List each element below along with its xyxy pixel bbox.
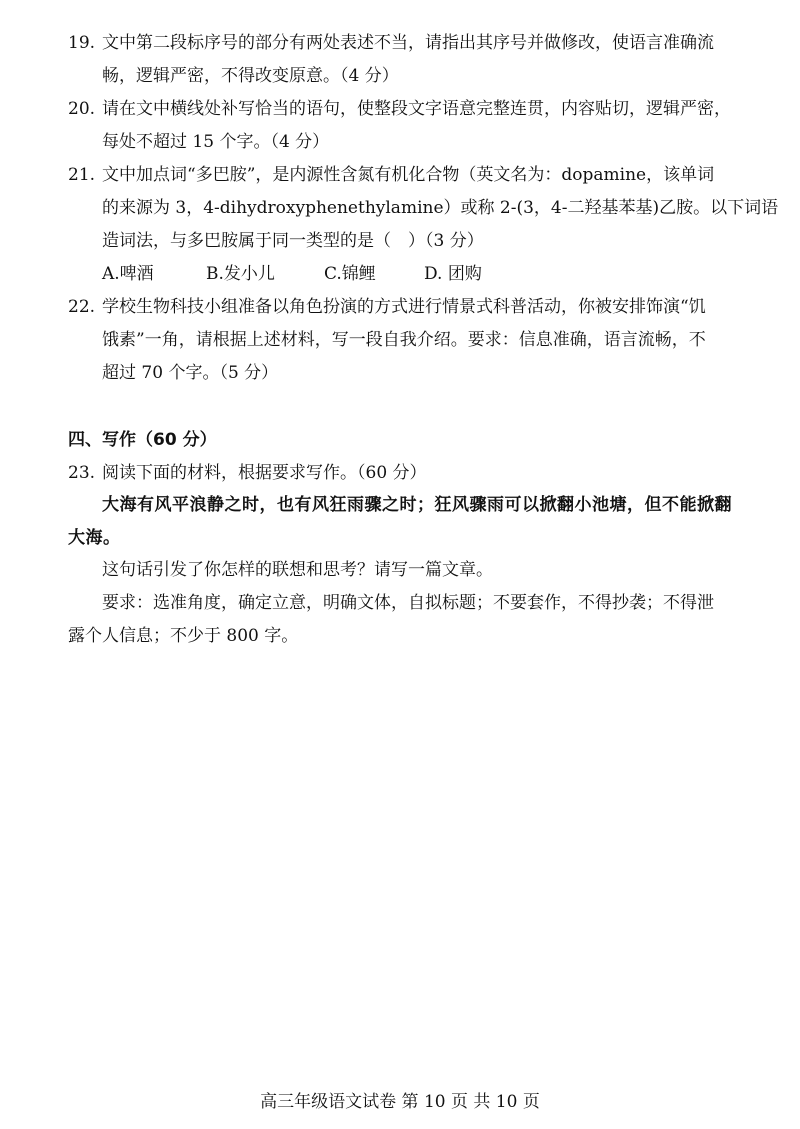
question-22-text-1: 学校生物科技小组准备以角色扮演的方式进行情景式科普活动，你被安排饰演“饥 [102, 297, 706, 317]
option-c: C.锦鲤 [324, 264, 376, 284]
question-23-prompt: 阅读下面的材料，根据要求写作。（60 分） [102, 463, 427, 483]
question-21-line-1 [68, 164, 714, 186]
question-19-number: 19. [68, 33, 96, 53]
question-23-line-1 [68, 462, 427, 484]
option-b: B.发小儿 [206, 264, 275, 284]
option-d: D. 团购 [424, 264, 482, 284]
question-20-line-2: 每处不超过 15 个字。（4 分） [102, 132, 330, 152]
question-21-text-1: 文中加点词“多巴胺”，是内源性含氮有机化合物（英文名为：dopamine，该单词 [102, 165, 715, 185]
question-19-text-1: 文中第二段标序号的部分有两处表述不当，请指出其序号并做修改，使语言准确流 [102, 33, 714, 53]
question-21-number: 21. [68, 165, 96, 185]
question-21-line-3: 造词法，与多巴胺属于同一类型的是（ ）（3 分） [102, 231, 484, 251]
question-22-line-3: 超过 70 个字。（5 分） [102, 363, 279, 383]
question-20-line-1 [68, 98, 731, 120]
question-21-options [102, 263, 482, 285]
question-22-line-2: 饿素”一角，请根据上述材料，写一段自我介绍。要求：信息准确，语言流畅，不 [102, 330, 706, 350]
question-19-line-1 [68, 32, 714, 54]
question-19-line-2: 畅，逻辑严密，不得改变原意。（4 分） [102, 66, 399, 86]
question-23-question: 这句话引发了你怎样的联想和思考？请写一篇文章。 [102, 560, 493, 580]
question-20-number: 20. [68, 99, 96, 119]
material-line-1: 大海有风平浪静之时，也有风狂雨骤之时；狂风骤雨可以掀翻小池塘，但不能掀翻 [102, 495, 732, 515]
material-line-2: 大海。 [68, 528, 121, 548]
section-4-title: 四、写作（60 分） [68, 430, 217, 450]
question-23-number: 23. [68, 463, 96, 483]
page-footer: 高三年级语文试卷 第 10 页 共 10 页 [260, 1092, 540, 1112]
question-21-line-2: 的来源为 3，4-dihydroxyphenethylamine）或称 2-(3，4-二羟基苯基)乙胺。以下词语 [102, 198, 779, 218]
question-20-text-1: 请在文中横线处补写恰当的语句，使整段文字语意完整连贯，内容贴切，逻辑严密， [102, 99, 731, 119]
requirements-line-2: 露个人信息；不少于 800 字。 [68, 626, 299, 646]
question-22-line-1 [68, 296, 706, 318]
option-a: A.啤酒 [102, 264, 154, 284]
question-22-number: 22. [68, 297, 96, 317]
requirements-line-1: 要求：选准角度，确定立意，明确文体，自拟标题；不要套作，不得抄袭；不得泄 [102, 593, 714, 613]
